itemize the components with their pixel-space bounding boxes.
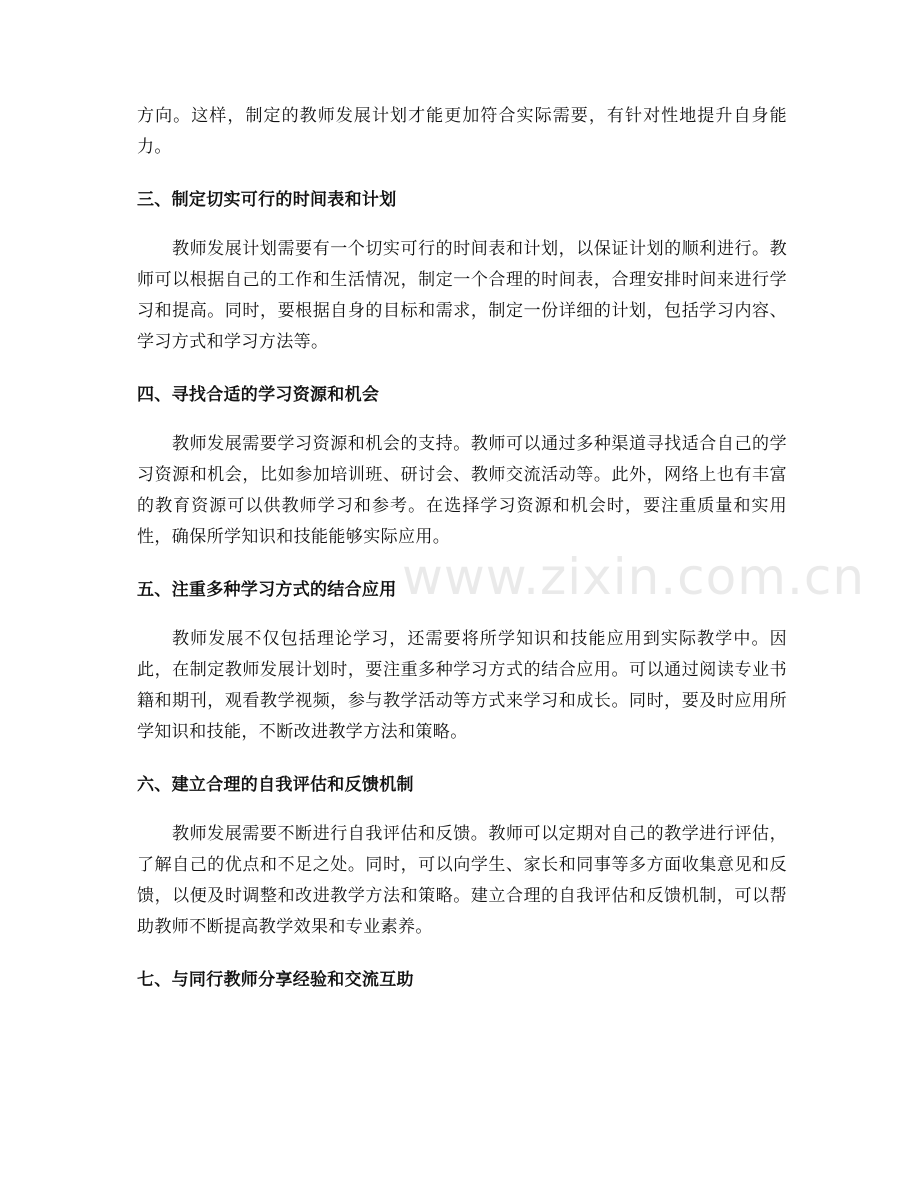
section-paragraph-3: 教师发展计划需要有一个切实可行的时间表和计划，以保证计划的顺利进行。教师可以根据自己的工作和生活情况，制定一个合理的时间表，合理安排时间来进行学习和提高。同时，要根据自身的目标和需求，制定一份详细的计划，包括学习内容、学习方式和学习方法等。: [137, 239, 787, 352]
section-heading-7: 七、与同行教师分享经验和交流互助: [137, 970, 414, 990]
intro-paragraph: 方向。这样，制定的教师发展计划才能更加符合实际需要，有针对性地提升自身能力。: [137, 106, 787, 157]
section-paragraph-6: 教师发展需要不断进行自我评估和反馈。教师可以定期对自己的教学进行评估，了解自己的优点和不足之处。同时，可以向学生、家长和同事等多方面收集意见和反馈，以便及时调整和改进教学方法和策略。建立合理的自我评估和反馈机制，可以帮助教师不断提高教学效果和专业素养。: [137, 824, 787, 937]
watermark: www.zixin.com.cn: [402, 548, 866, 606]
section-paragraph-5: 教师发展不仅包括理论学习，还需要将所学知识和技能应用到实际教学中。因此，在制定教师发展计划时，要注重多种学习方式的结合应用。可以通过阅读专业书籍和期刊，观看教学视频，参与教学活动等方式来学习和成长。同时，要及时应用所学知识和技能，不断改进教学方法和策略。: [137, 629, 787, 742]
section-heading-6: 六、建立合理的自我评估和反馈机制: [137, 775, 414, 795]
section-heading-5: 五、注重多种学习方式的结合应用: [137, 580, 397, 600]
section-paragraph-4: 教师发展需要学习资源和机会的支持。教师可以通过多种渠道寻找适合自己的学习资源和机会，比如参加培训班、研讨会、教师交流活动等。此外，网络上也有丰富的教育资源可以供教师学习和参考。在选择学习资源和机会时，要注重质量和实用性，确保所学知识和技能能够实际应用。: [137, 434, 787, 547]
section-heading-3: 三、制定切实可行的时间表和计划: [137, 190, 397, 210]
section-heading-4: 四、寻找合适的学习资源和机会: [137, 385, 380, 405]
document-body: [137, 101, 787, 993]
